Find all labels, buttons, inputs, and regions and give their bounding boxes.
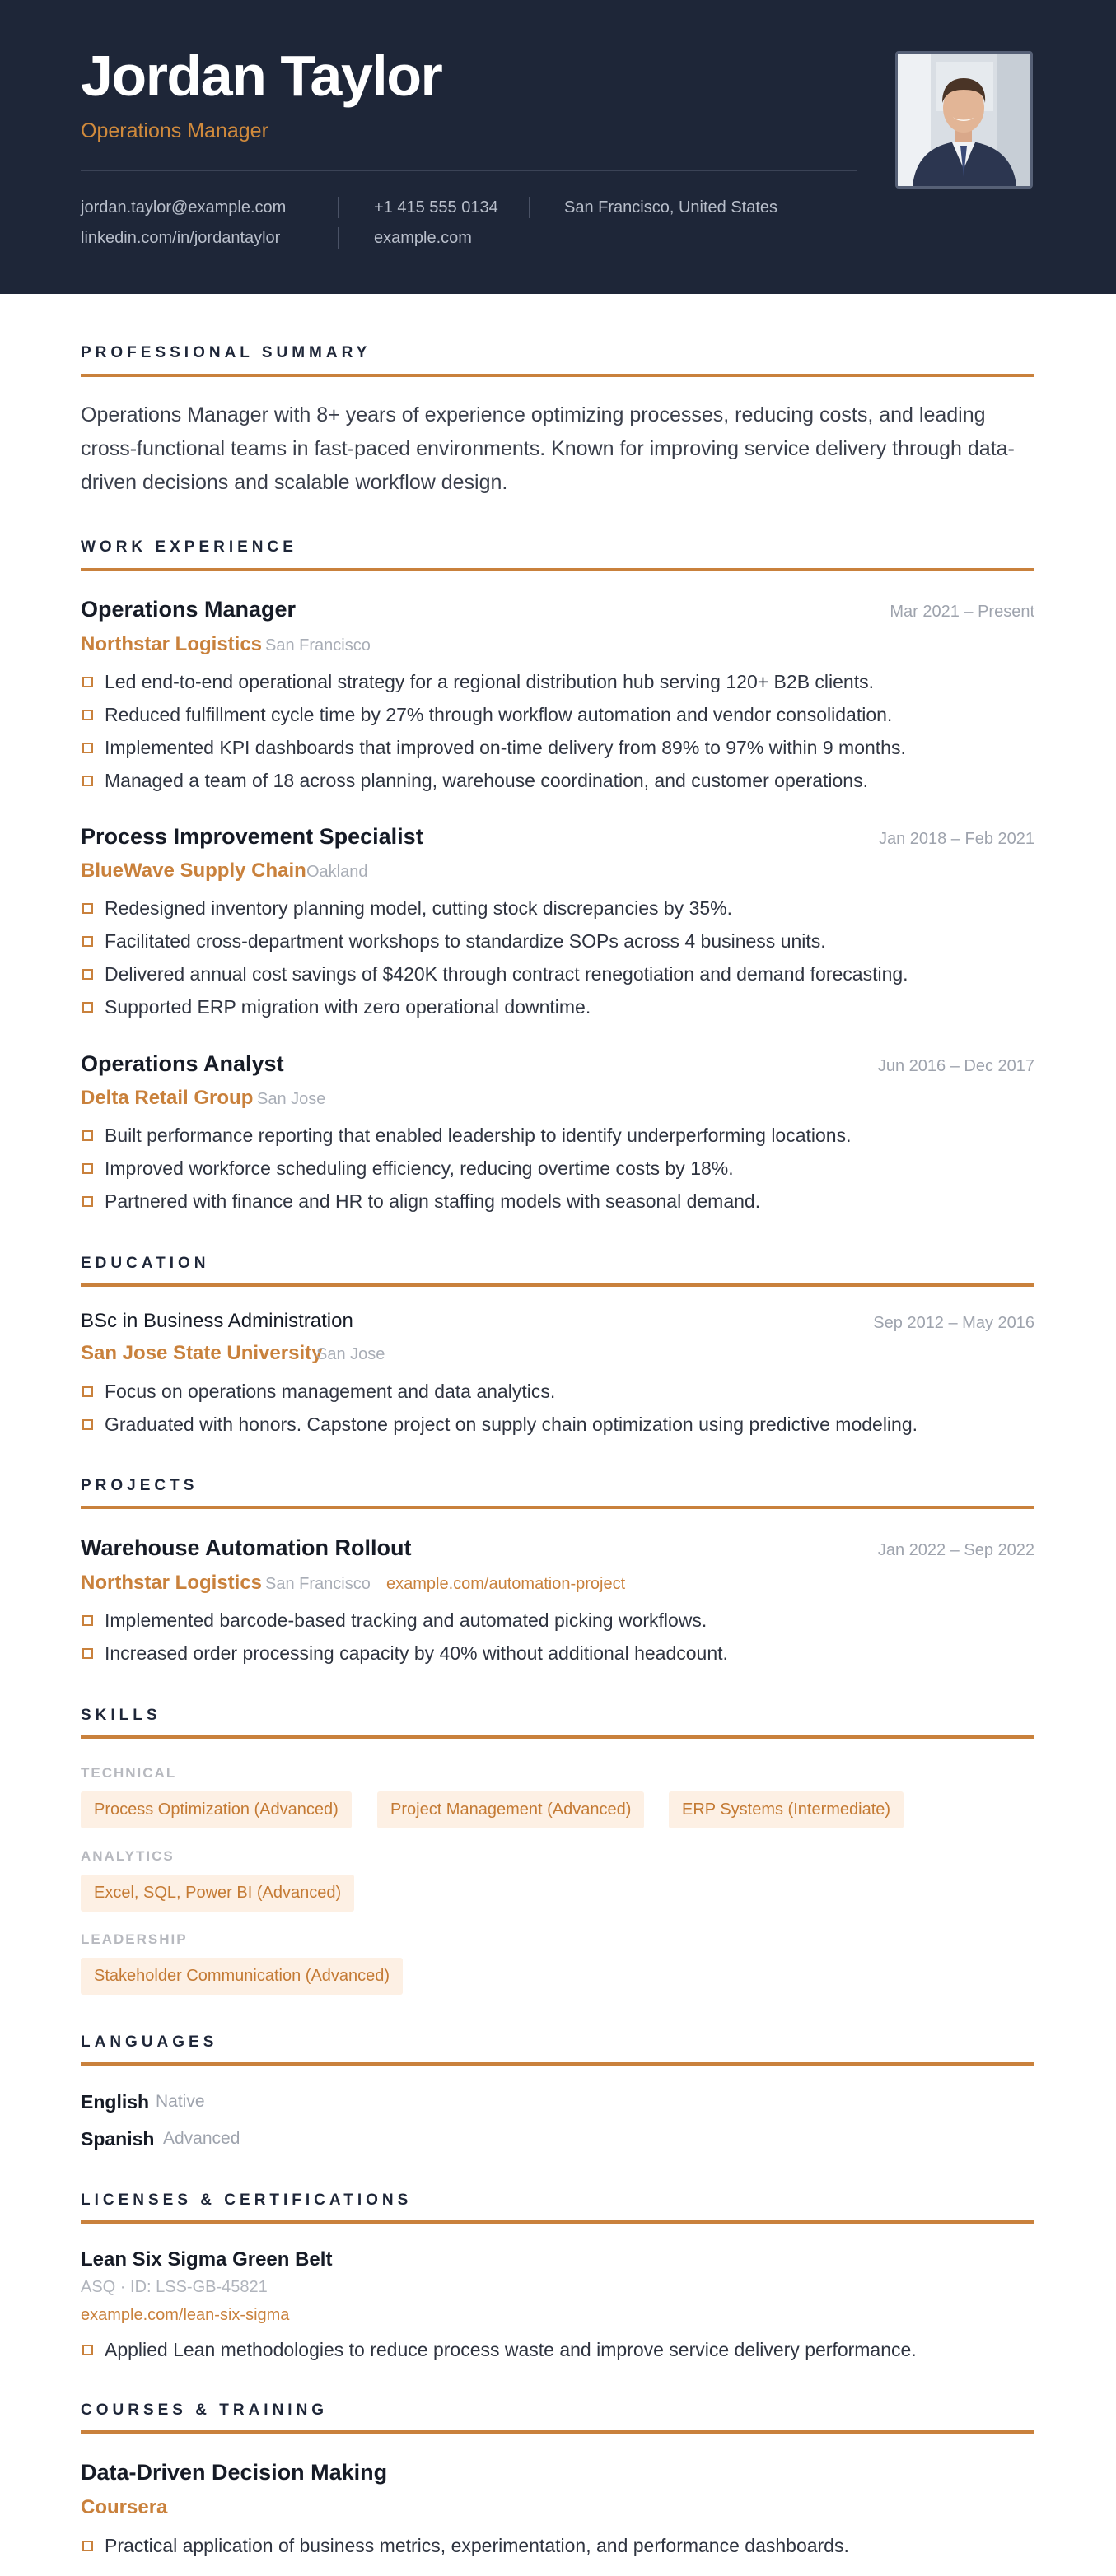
bullet-square-icon <box>82 677 93 687</box>
skill-tag: Excel, SQL, Power BI (Advanced) <box>81 1875 354 1912</box>
summary-text: Operations Manager with 8+ years of experience optimizing processes, reducing costs, and leading cross-functional teams in fast-paced environments. Known for improving service delivery through data-driven decisions and scalable workflow design. <box>81 403 1015 494</box>
job-dates: Jan 2018 – Feb 2021 <box>878 830 1034 848</box>
contact-separator <box>529 197 530 218</box>
profile-photo <box>895 51 1033 189</box>
section-title-skills: SKILLS <box>81 1707 161 1724</box>
job-company: Delta Retail Group <box>81 1087 254 1109</box>
language-name: English <box>81 2091 150 2113</box>
bullet-square-icon <box>82 2541 93 2551</box>
job-company: BlueWave Supply Chain <box>81 859 306 882</box>
resume-header <box>0 0 1116 294</box>
candidate-name: Jordan Taylor <box>81 44 442 108</box>
project-dates: Jan 2022 – Sep 2022 <box>877 1541 1034 1559</box>
section-title-summary: PROFESSIONAL SUMMARY <box>81 344 371 361</box>
candidate-role: Operations Manager <box>81 119 268 142</box>
bullet-square-icon <box>82 1002 93 1013</box>
skill-category: ANALYTICS <box>81 1848 175 1864</box>
job-title: Process Improvement Specialist <box>81 824 423 849</box>
education-dates: Sep 2012 – May 2016 <box>873 1314 1034 1332</box>
profile-photo-illustration <box>898 54 1030 186</box>
bullet-square-icon <box>82 1196 93 1207</box>
bullet-square-icon <box>82 710 93 720</box>
skill-tag: Project Management (Advanced) <box>377 1791 644 1828</box>
language-level: Native <box>156 2092 205 2111</box>
job-title: Operations Manager <box>81 597 297 622</box>
job-title: Operations Analyst <box>81 1051 284 1076</box>
course-provider: Coursera <box>81 2496 168 2518</box>
bullet-square-icon <box>82 903 93 914</box>
education-location: San Jose <box>316 1345 385 1363</box>
section-title-languages: LANGUAGES <box>81 2033 218 2051</box>
contact-location: San Francisco, United States <box>564 198 778 217</box>
job-company: Northstar Logistics <box>81 633 263 655</box>
job-dates: Mar 2021 – Present <box>890 603 1034 621</box>
bullet-square-icon <box>82 1163 93 1174</box>
job-location: San Jose <box>257 1090 326 1108</box>
bullet-square-icon <box>82 1648 93 1659</box>
project-name: Warehouse Automation Rollout <box>81 1535 412 1560</box>
project-link[interactable]: example.com/automation-project <box>386 1575 626 1593</box>
project-location: San Francisco <box>265 1575 371 1593</box>
bullet-square-icon <box>82 743 93 753</box>
contact-separator <box>338 227 339 249</box>
job-dates: Jun 2016 – Dec 2017 <box>877 1057 1034 1075</box>
header-divider <box>81 170 857 171</box>
certification-name: Lean Six Sigma Green Belt <box>81 2248 333 2271</box>
section-title-education: EDUCATION <box>81 1255 210 1272</box>
education-degree: BSc in Business Administration <box>81 1310 353 1332</box>
contact-separator <box>338 197 339 218</box>
section-rule <box>81 568 1034 571</box>
job-location: Oakland <box>306 863 368 881</box>
contact-linkedin[interactable]: linkedin.com/in/jordantaylor <box>81 229 281 247</box>
bullet-square-icon <box>82 776 93 786</box>
section-rule <box>81 1506 1034 1509</box>
bullet-square-icon <box>82 936 93 947</box>
skill-category: LEADERSHIP <box>81 1931 188 1947</box>
section-rule <box>81 1735 1034 1739</box>
course-name: Data-Driven Decision Making <box>81 2460 388 2485</box>
contact-website[interactable]: example.com <box>374 229 472 247</box>
bullet-square-icon <box>82 969 93 980</box>
certification-link[interactable]: example.com/lean-six-sigma <box>81 2306 290 2324</box>
section-title-certifications: LICENSES & CERTIFICATIONS <box>81 2192 413 2209</box>
contact-email[interactable]: jordan.taylor@example.com <box>81 198 287 217</box>
section-rule <box>81 2220 1034 2224</box>
skill-tag: Process Optimization (Advanced) <box>81 1791 352 1828</box>
section-title-projects: PROJECTS <box>81 1477 198 1494</box>
bullet-square-icon <box>82 2345 93 2355</box>
language-level: Advanced <box>163 2129 240 2148</box>
certification-meta: ASQ · ID: LSS-GB-45821 <box>81 2278 268 2296</box>
section-rule <box>81 2430 1034 2434</box>
section-rule <box>81 2062 1034 2066</box>
section-rule <box>81 374 1034 377</box>
language-name: Spanish <box>81 2128 155 2150</box>
section-rule <box>81 1283 1034 1287</box>
skill-category: TECHNICAL <box>81 1765 177 1781</box>
job-location: San Francisco <box>265 636 371 654</box>
skill-tag: ERP Systems (Intermediate) <box>669 1791 904 1828</box>
bullet-square-icon <box>82 1419 93 1430</box>
project-company: Northstar Logistics <box>81 1572 263 1594</box>
skill-tag: Stakeholder Communication (Advanced) <box>81 1958 403 1995</box>
education-school: San Jose State University <box>81 1342 323 1364</box>
contact-phone[interactable]: +1 415 555 0134 <box>374 198 498 217</box>
bullet-square-icon <box>82 1130 93 1141</box>
bullet-square-icon <box>82 1615 93 1626</box>
section-title-experience: WORK EXPERIENCE <box>81 538 297 556</box>
bullet-square-icon <box>82 1386 93 1397</box>
section-title-courses: COURSES & TRAINING <box>81 2401 329 2419</box>
